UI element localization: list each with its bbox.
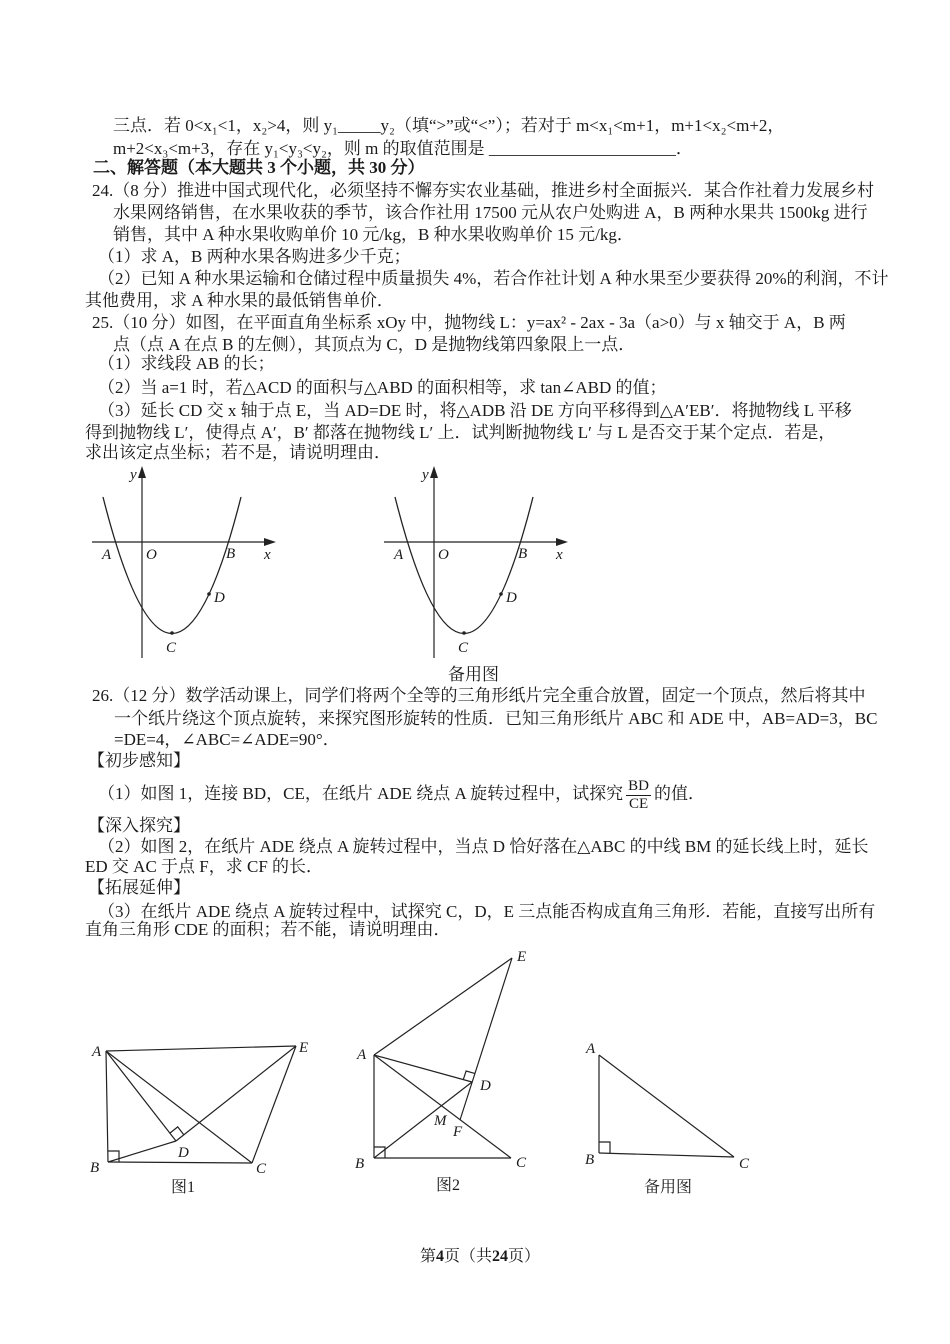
q26-part-1-suffix: 的值． [653, 783, 705, 803]
label-C: C [166, 640, 177, 656]
label-x: x [264, 547, 271, 563]
figure-2-caption: 图2 [435, 1177, 461, 1194]
fraction-bd-ce [626, 778, 651, 812]
q25-part-3-line-2: 得到抛物线 L′，使得点 A′，B′ 都落在抛物线 L′ 上．试判断抛物线 L′ 与 L 是否交于某个定点．若是， [85, 423, 836, 442]
vertex-point-C [462, 631, 466, 635]
label-A: A [102, 547, 112, 563]
q25-stem-line-2: 点（点 A 在点 B 的左侧），其顶点为 C，D 是抛物线第四象限上一点． [113, 335, 636, 354]
label-C: C [458, 640, 469, 656]
footer-suffix: 页） [508, 1248, 541, 1265]
fraction-numerator: BD [628, 778, 649, 794]
parabola-figure-spare [380, 462, 590, 667]
section-2-heading: 二、解答题（本大题共 3 个小题，共 30 分） [93, 158, 425, 177]
label-A: A [92, 1044, 102, 1060]
q26-part-3-line-2: 直角三角形 CDE 的面积；若不能，请说明理由． [85, 920, 451, 939]
label-M: M [434, 1113, 447, 1129]
q26-header-deep: 【深入探究】 [88, 816, 190, 835]
segments [599, 1055, 734, 1157]
footer-total-pages: 24 [492, 1248, 509, 1265]
label-B: B [90, 1160, 100, 1176]
label-D: D [214, 590, 225, 606]
segment-EDF [460, 958, 512, 1120]
label-C: C [739, 1156, 750, 1172]
q26-part-3-line-1: （3）在纸片 ADE 绕点 A 旋转过程中，试探究 C，D，E 三点能否构成直角三角形．若能，直接写出所有 [98, 902, 876, 921]
label-E: E [299, 1040, 309, 1056]
parabola-figure-main [88, 462, 298, 667]
q24-stem-line-3: 销售，其中 A 种水果收购单价 10 元/kg，B 种水果收购单价 15 元/kg． [113, 225, 634, 244]
x-axis-arrow-icon [264, 538, 276, 546]
label-C: C [256, 1161, 267, 1177]
triangle-figure-spare [585, 1040, 790, 1198]
spare-figure-caption: 备用图 [448, 665, 499, 684]
triangle-figure-1 [85, 1040, 310, 1198]
axes [92, 472, 270, 658]
figure-spare-caption: 备用图 [643, 1179, 693, 1196]
label-A: A [394, 547, 404, 563]
fraction-denominator: CE [628, 795, 649, 812]
vertex-point-C [170, 631, 174, 635]
segment-BC [599, 1153, 734, 1157]
label-B: B [518, 546, 528, 562]
label-y: y [422, 467, 429, 483]
label-x: x [556, 547, 563, 563]
segment-AD [374, 1055, 472, 1082]
q25-part-3-line-3: 求出该定点坐标；若不是，请说明理由． [85, 443, 391, 462]
label-E: E [517, 949, 527, 965]
segment-AC [599, 1055, 734, 1157]
label-D: D [178, 1145, 189, 1161]
label-B: B [585, 1152, 595, 1168]
figure-1-caption: 图1 [170, 1179, 196, 1196]
right-angle-mark-D [170, 1127, 184, 1135]
segment-BC [108, 1162, 252, 1163]
y-axis-arrow-icon [138, 466, 146, 478]
label-A: A [357, 1047, 367, 1063]
point-D [499, 592, 503, 596]
q26-part-2-line-2: ED 交 AC 于点 F，求 CF 的长． [85, 857, 324, 876]
segments [106, 1046, 296, 1163]
q25-part-2: （2）当 a=1 时，若△ACD 的面积与△ABD 的面积相等，求 tan∠ABD 的值； [98, 378, 667, 397]
label-D: D [480, 1078, 491, 1094]
q25-part-3-line-1: （3）延长 CD 交 x 轴于点 E，当 AD=DE 时，将△ADB 沿 DE 方向平移得到△A′EB′．将抛物线 L 平移 [98, 401, 852, 420]
segment-BMD [374, 1082, 472, 1158]
label-B: B [226, 546, 236, 562]
q26-stem-line-1: 26.（12 分）数学活动课上，同学们将两个全等的三角形纸片完全重合放置，固定一个顶点，然后将其中 [92, 686, 866, 705]
footer-middle: 页（共 [444, 1248, 493, 1265]
parabola-curve [395, 497, 533, 634]
segment-AE [374, 958, 512, 1055]
q24-stem-line-1: 24.（8 分）推进中国式现代化，必须坚持不懈夯实农业基础，推进乡村全面振兴．某合作社着力发展乡村 [92, 181, 874, 200]
q24-stem-line-2: 水果网络销售，在水果收获的季节，该合作社用 17500 元从农户处购进 A，B 两种水果共 1500kg 进行 [113, 203, 868, 222]
q26-header-initial: 【初步感知】 [88, 751, 190, 770]
label-F: F [453, 1124, 463, 1140]
label-D: D [506, 590, 517, 606]
parabola-curve [103, 497, 241, 634]
q26-stem-line-2: 一个纸片绕这个顶点旋转，来探究图形旋转的性质．已知三角形纸片 ABC 和 ADE 中，AB=AD=3，BC [114, 709, 878, 728]
q25-part-1: （1）求线段 AB 的长； [98, 354, 275, 373]
label-O: O [438, 547, 449, 563]
lead-line-2: m+2<x₃<m+3，存在 y₁<y₃<y₂，则 m 的取值范围是 ______________________． [113, 139, 693, 158]
q26-stem-line-3: =DE=4，∠ABC=∠ADE=90°． [114, 730, 340, 749]
segment-AB [106, 1051, 108, 1162]
label-y: y [130, 467, 137, 483]
q26-header-extend: 【拓展延伸】 [88, 878, 190, 897]
q24-part-2-line-2: 其他费用，求 A 种水果的最低销售单价． [85, 291, 394, 310]
q26-part-1-prefix: （1）如图 1，连接 BD，CE，在纸片 ADE 绕点 A 旋转过程中，试探究 [98, 783, 624, 803]
right-angle-mark-B [599, 1142, 610, 1153]
q26-part-1 [98, 778, 705, 812]
triangle-figure-2 [350, 945, 565, 1197]
point-D [207, 592, 211, 596]
label-C: C [516, 1155, 527, 1171]
lead-line-1: 三点．若 0<x₁<1，x₂>4，则 y₁_____y₂（填“>”或“<”）；若对于 m<x₁<m+1，m+1<x₂<m+2， [113, 116, 785, 135]
page-footer [420, 1243, 540, 1266]
y-axis-arrow-icon [430, 466, 438, 478]
label-B: B [355, 1156, 365, 1172]
x-axis-arrow-icon [556, 538, 568, 546]
labels [90, 1040, 308, 1177]
q26-part-2-line-1: （2）如图 2，在纸片 ADE 绕点 A 旋转过程中，当点 D 恰好落在△ABC 的中线 BM 的延长线上时，延长 [98, 837, 869, 856]
q25-stem-line-1: 25.（10 分）如图，在平面直角坐标系 xOy 中，抛物线 L：y=ax² - 2ax - 3a（a>0）与 x 轴交于 A，B 两 [92, 313, 846, 332]
label-O: O [146, 547, 157, 563]
label-A: A [586, 1041, 596, 1057]
segment-AE [106, 1046, 296, 1051]
q24-part-2-line-1: （2）已知 A 种水果运输和仓储过程中质量损失 4%，若合作社计划 A 种水果至少要获得 20%的利润，不计 [98, 269, 889, 288]
q24-part-1: （1）求 A，B 两种水果各购进多少千克； [98, 247, 411, 266]
footer-page-number: 4 [436, 1248, 445, 1265]
axes [384, 472, 562, 658]
footer-prefix: 第 [420, 1248, 437, 1265]
